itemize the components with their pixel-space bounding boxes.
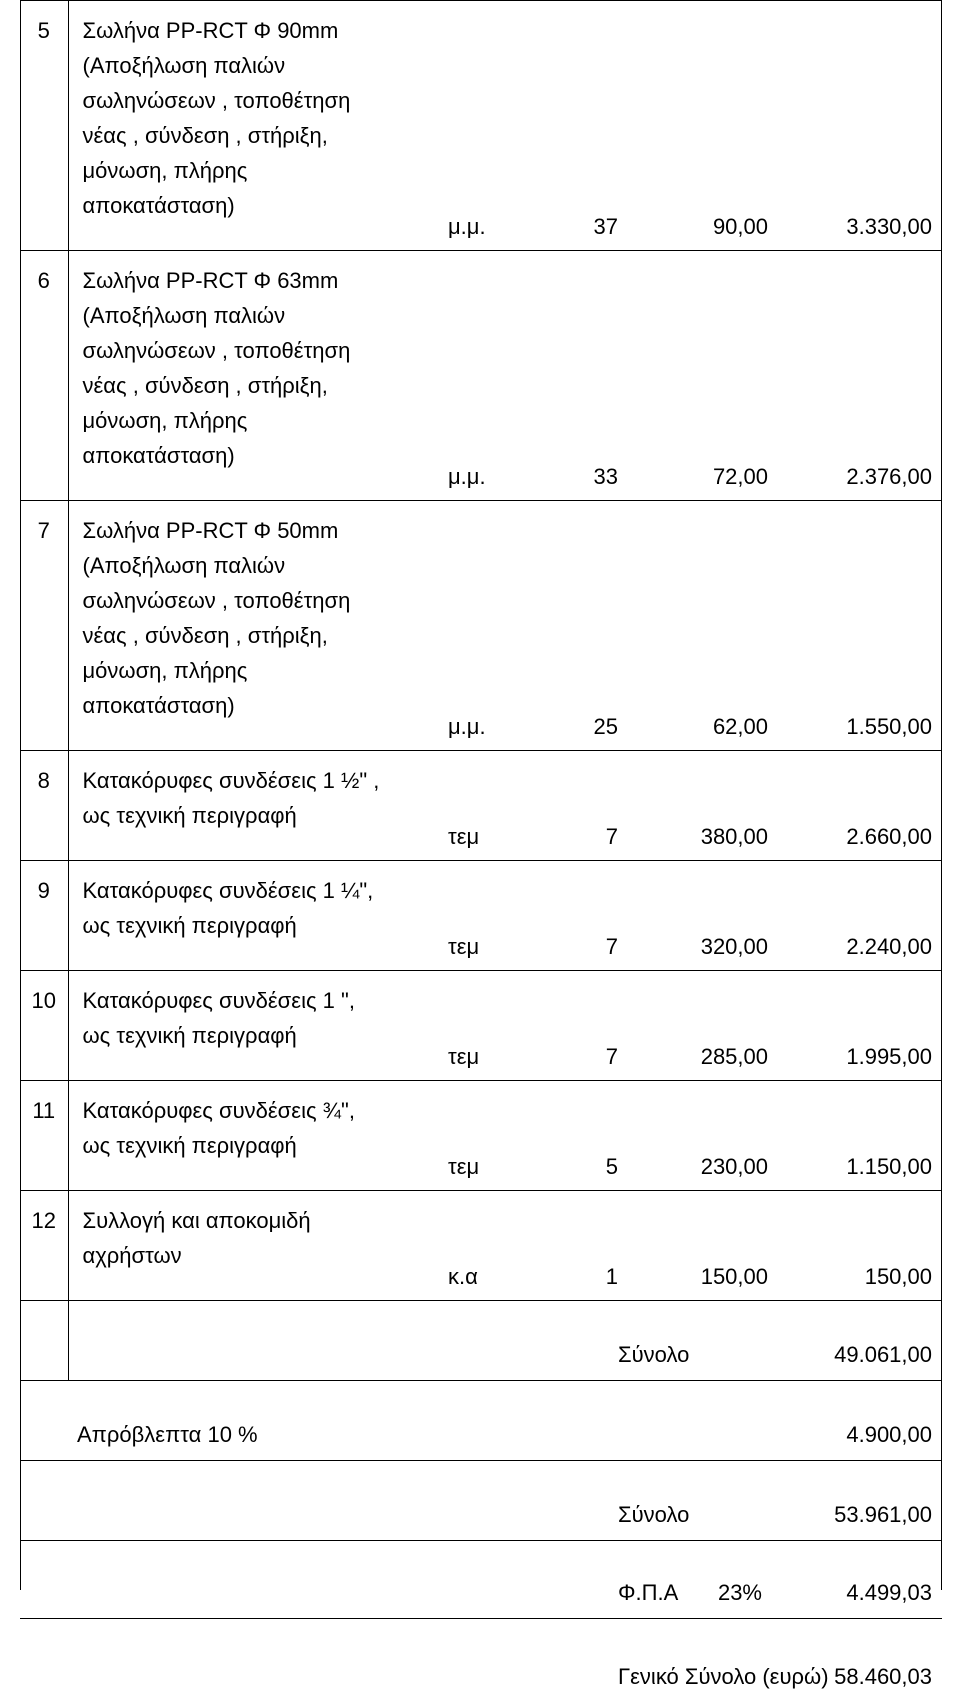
item-description: Κατακόρυφες συνδέσεις ¾", ως τεχνική περιγραφή <box>68 1081 448 1191</box>
item-unit-price: 62,00 <box>618 501 768 751</box>
item-description: Συλλογή και αποκομιδή αχρήστων <box>68 1191 448 1301</box>
vat-row <box>20 1541 942 1619</box>
item-total: 1.995,00 <box>768 971 942 1081</box>
item-number: 10 <box>20 971 68 1081</box>
table-row <box>20 1081 942 1191</box>
item-description: Κατακόρυφες συνδέσεις 1 ¼", ως τεχνική περιγραφή <box>68 861 448 971</box>
total-label: Σύνολο <box>618 1461 768 1541</box>
total-row <box>20 1461 942 1541</box>
table-row <box>20 1 942 251</box>
item-quantity: 7 <box>528 861 618 971</box>
vat-value: 4.499,03 <box>768 1541 942 1619</box>
item-unit-price: 90,00 <box>618 1 768 251</box>
item-description: Κατακόρυφες συνδέσεις 1 ½" , ως τεχνική περιγραφή <box>68 751 448 861</box>
table-row <box>20 251 942 501</box>
item-quantity: 7 <box>528 751 618 861</box>
subtotal-value: 49.061,00 <box>768 1301 942 1381</box>
contingency-row <box>20 1381 942 1461</box>
item-total: 150,00 <box>768 1191 942 1301</box>
item-total: 1.550,00 <box>768 501 942 751</box>
item-description: Σωλήνα PP-RCT Φ 63mm (Αποξήλωση παλιών σωληνώσεων , τοποθέτηση νέας , σύνδεση , στήριξη, μόνωση, πλήρης αποκατάσταση) <box>68 251 448 501</box>
item-total: 3.330,00 <box>768 1 942 251</box>
contingency-value: 4.900,00 <box>768 1381 942 1461</box>
item-total: 1.150,00 <box>768 1081 942 1191</box>
item-description: Σωλήνα PP-RCT Φ 50mm (Αποξήλωση παλιών σωληνώσεων , τοποθέτηση νέας , σύνδεση , στήριξη, μόνωση, πλήρης αποκατάσταση) <box>68 501 448 751</box>
item-unit: τεμ <box>448 751 528 861</box>
vat-rate: 23% <box>717 1580 762 1605</box>
item-number: 6 <box>20 251 68 501</box>
vat-label: Φ.Π.Α <box>618 1580 679 1605</box>
item-unit: κ.α <box>448 1191 528 1301</box>
cost-table <box>20 0 942 1704</box>
item-number: 9 <box>20 861 68 971</box>
item-number: 7 <box>20 501 68 751</box>
item-number: 11 <box>20 1081 68 1191</box>
item-quantity: 33 <box>528 251 618 501</box>
item-quantity: 37 <box>528 1 618 251</box>
item-unit-price: 285,00 <box>618 971 768 1081</box>
item-total: 2.240,00 <box>768 861 942 971</box>
item-unit-price: 72,00 <box>618 251 768 501</box>
subtotal-label: Σύνολο <box>618 1301 768 1381</box>
item-unit-price: 150,00 <box>618 1191 768 1301</box>
table-row <box>20 751 942 861</box>
item-unit: μ.μ. <box>448 251 528 501</box>
table-row <box>20 861 942 971</box>
contingency-label: Απρόβλεπτα 10 % <box>20 1381 618 1461</box>
item-unit: μ.μ. <box>448 1 528 251</box>
vat-label-cell <box>618 1541 768 1619</box>
item-number: 12 <box>20 1191 68 1301</box>
item-number: 8 <box>20 751 68 861</box>
item-quantity: 7 <box>528 971 618 1081</box>
grand-total-label: Γενικό Σύνολο (ευρώ) <box>618 1663 829 1689</box>
subtotal-row <box>20 1301 942 1381</box>
item-unit-price: 320,00 <box>618 861 768 971</box>
total-value: 53.961,00 <box>768 1461 942 1541</box>
grand-total-value: 58.460,03 <box>834 1663 932 1689</box>
item-number: 5 <box>20 1 68 251</box>
item-description: Σωλήνα PP-RCT Φ 90mm (Αποξήλωση παλιών σωληνώσεων , τοποθέτηση νέας , σύνδεση , στήριξη, μόνωση, πλήρης αποκατάσταση) <box>68 1 448 251</box>
item-quantity: 5 <box>528 1081 618 1191</box>
grand-total-row <box>20 1619 942 1704</box>
item-quantity: 25 <box>528 501 618 751</box>
item-unit: τεμ <box>448 1081 528 1191</box>
item-quantity: 1 <box>528 1191 618 1301</box>
item-unit-price: 230,00 <box>618 1081 768 1191</box>
table-row <box>20 501 942 751</box>
item-unit: μ.μ. <box>448 501 528 751</box>
item-total: 2.376,00 <box>768 251 942 501</box>
table-row <box>20 971 942 1081</box>
table-row <box>20 1191 942 1301</box>
item-total: 2.660,00 <box>768 751 942 861</box>
item-unit: τεμ <box>448 971 528 1081</box>
item-unit-price: 380,00 <box>618 751 768 861</box>
item-unit: τεμ <box>448 861 528 971</box>
item-description: Κατακόρυφες συνδέσεις 1 ", ως τεχνική περιγραφή <box>68 971 448 1081</box>
